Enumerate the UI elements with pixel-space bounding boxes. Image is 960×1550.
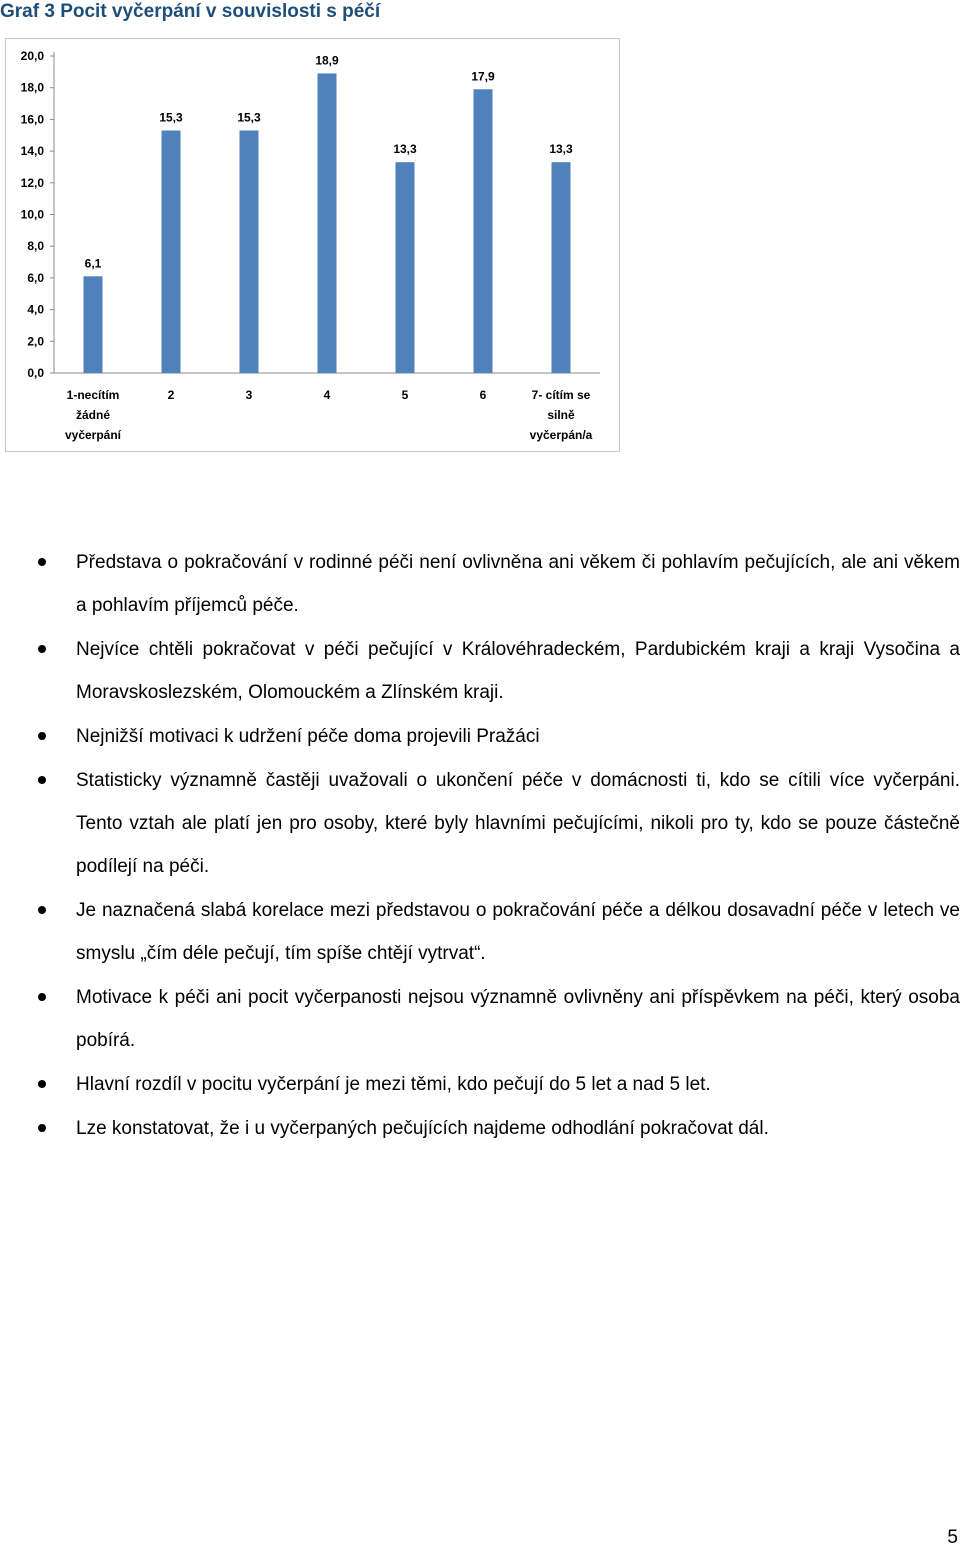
bar (552, 162, 571, 373)
bullet-text: Motivace k péči ani pocit vyčerpanosti nejsou významně ovlivněny ani příspěvkem na péči, který osoba pobírá. (76, 987, 960, 1051)
bullet-text: Nejnižší motivaci k udržení péče doma projevili Pražáci (76, 726, 540, 747)
bullet-dot-icon (38, 993, 46, 1001)
x-tick-label: 1-necítím (66, 388, 120, 402)
bullet-text: Představa o pokračování v rodinné péči není ovlivněna ani věkem či pohlavím pečujících, ale ani věkem a pohlavím příjemců péče. (76, 552, 960, 616)
bullet-text: Lze konstatovat, že i u vyčerpaných pečujících najdeme odhodlání pokračovat dál. (76, 1118, 769, 1139)
y-tick-label: 14,0 (20, 144, 44, 159)
bullet-dot-icon (38, 906, 46, 914)
y-tick-label: 8,0 (27, 239, 44, 254)
bar (474, 89, 493, 373)
bullet-text: Statisticky významně častěji uvažovali o ukončení péče v domácnosti ti, kdo se cítili více vyčerpáni. Tento vztah ale platí jen pro osoby, které byly hlavními pečujícími, nikoli pro ty, kdo se pouze částečně podílejí na péči. (76, 770, 960, 877)
data-label: 15,3 (159, 110, 183, 125)
y-tick-label: 12,0 (20, 175, 44, 190)
bullet-item (0, 759, 960, 888)
x-tick-label: 4 (323, 388, 331, 402)
x-tick-label: 5 (401, 388, 409, 402)
bullet-dot-icon (38, 776, 46, 784)
bullet-item (0, 628, 960, 714)
bullet-text: Nejvíce chtěli pokračovat v péči pečující v Královéhradeckém, Pardubickém kraji a kraji Vysočina a Moravskoslezském, Olomouckém a Zlínském kraji. (76, 639, 960, 703)
bullet-text: Je naznačená slabá korelace mezi představou o pokračování péče a délkou dosavadní péče v letech ve smyslu „čím déle pečují, tím spíše chtějí vytrvat“. (76, 900, 960, 964)
x-tick-label: 3 (245, 388, 253, 402)
x-tick-label: vyčerpán/a (529, 428, 593, 442)
page-number: 5 (947, 1527, 958, 1548)
data-label: 13,3 (393, 142, 417, 157)
data-label: 13,3 (549, 142, 573, 157)
bullet-text: Hlavní rozdíl v pocitu vyčerpání je mezi těmi, kdo pečují do 5 let a nad 5 let. (76, 1074, 711, 1095)
bar (240, 130, 259, 373)
x-tick-label: 7- cítím se (531, 388, 591, 402)
data-label: 15,3 (237, 110, 261, 125)
chart-area (5, 38, 620, 452)
bullet-item (0, 1107, 960, 1150)
bullet-item (0, 715, 960, 758)
bullet-dot-icon (38, 1080, 46, 1088)
bar-chart (6, 39, 621, 453)
bullet-dot-icon (38, 1124, 46, 1132)
y-tick-label: 20,0 (20, 49, 44, 63)
y-tick-label: 2,0 (27, 334, 44, 349)
bullet-dot-icon (38, 732, 46, 740)
bar (396, 162, 415, 373)
bar (318, 73, 337, 373)
x-tick-label: silně (547, 408, 575, 422)
x-tick-label: vyčerpání (64, 428, 122, 442)
y-tick-label: 10,0 (20, 207, 44, 222)
y-tick-label: 0,0 (27, 366, 44, 380)
data-label: 6,1 (84, 256, 102, 271)
bullet-item (0, 976, 960, 1062)
bullet-dot-icon (38, 558, 46, 566)
chart-heading: Graf 3 Pocit vyčerpání v souvislosti s péčí (0, 1, 381, 22)
bullet-dot-icon (38, 645, 46, 653)
x-tick-label: 2 (167, 388, 175, 402)
data-label: 17,9 (471, 69, 495, 84)
y-tick-label: 18,0 (20, 80, 44, 95)
y-tick-label: 6,0 (27, 270, 44, 285)
bullet-list (0, 541, 960, 1151)
bar (84, 276, 103, 373)
x-tick-label: žádné (75, 408, 111, 422)
bar (162, 130, 181, 373)
x-tick-label: 6 (479, 388, 487, 402)
y-tick-label: 4,0 (27, 302, 44, 317)
bullet-item (0, 541, 960, 627)
y-tick-label: 16,0 (20, 112, 44, 127)
bullet-item (0, 889, 960, 975)
bullet-item (0, 1063, 960, 1106)
data-label: 18,9 (315, 53, 339, 68)
